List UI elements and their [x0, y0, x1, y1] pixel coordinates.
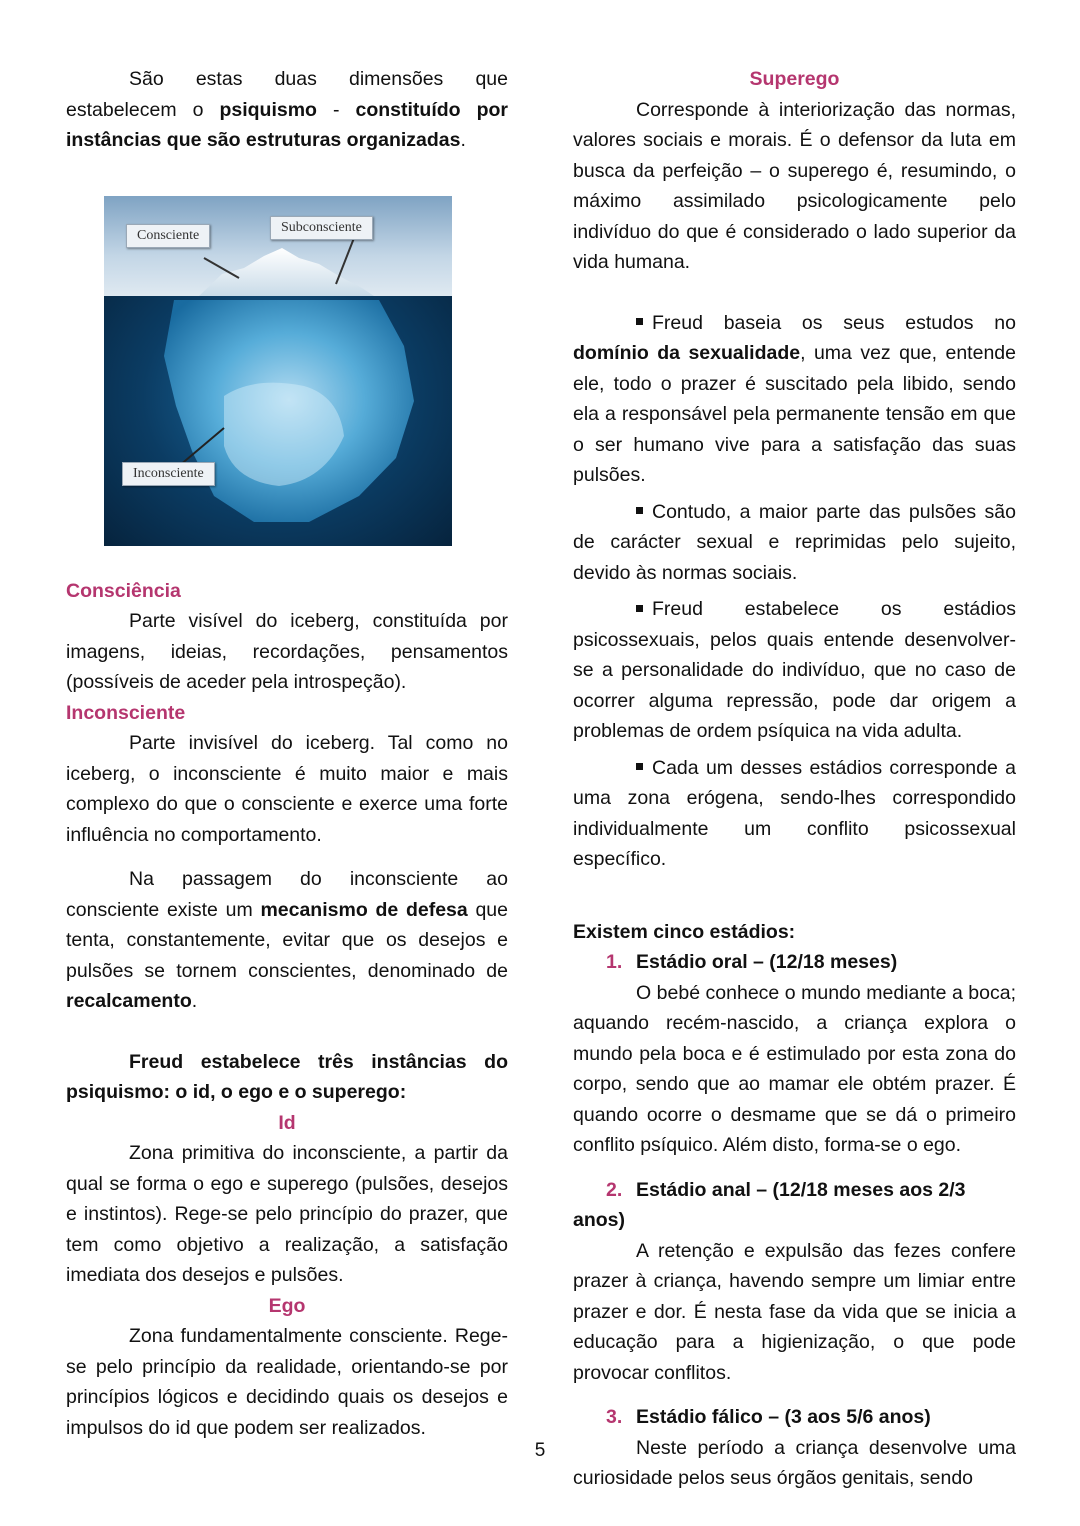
left-column: [66, 64, 508, 1443]
iceberg-figure: [104, 196, 452, 546]
bullet-item: Cada um desses estádios corresponde a uma zona erógena, sendo-lhes correspondido individualmente um conflito psicossexual específico.: [573, 756, 1016, 870]
stage-text: A retenção e expulsão das fezes confere prazer à criança, havendo sempre um limiar entre prazer e dor. É nesta fase da vida que se inicia a educação para a higienização, o que pode provocar conflitos.: [573, 1239, 1016, 1384]
bullet-item: Contudo, a maior parte das pulsões são de carácter sexual e reprimidas pelo sujeito, devido às normas sociais.: [573, 500, 1016, 584]
stage-text: Neste período a criança desenvolve uma curiosidade pelos seus órgãos genitais, sendo: [573, 1436, 1016, 1489]
text-inconsciente: Parte invisível do iceberg. Tal como no iceberg, o inconsciente é muito maior e mais complexo do que o consciente e exerce uma forte influência no comportamento.: [66, 732, 508, 846]
page-number: 5: [534, 1440, 546, 1461]
bullet-item: Freud baseia os seus estudos no domínio da sexualidade, uma vez que, entende ele, todo o prazer é suscitado pela libido, sendo ela a responsável pela permanente tensão em que o ser humano vive para a satisfação das suas pulsões.: [573, 311, 1016, 486]
text-instancias: Freud estabelece três instâncias do psiquismo: o id, o ego e o superego:: [66, 1050, 508, 1103]
stage-text: O bebé conhece o mundo mediante a boca; aquando recém-nascido, a criança explora o mundo pela boca e é estimulado por esta zona do corpo, sendo que ao mamar ele obtém prazer. É quando ocorre o desmame que se dá o primeiro conflito psíquico. Além disto, forma-se o ego.: [573, 981, 1016, 1156]
text-superego: Corresponde à interiorização das normas, valores sociais e morais. É o defensor da luta em busca da perfeição – o superego é, resumindo, o máximo assimilado psicologicamente pelo indivíduo do que é considerado o lado superior da vida humana.: [573, 98, 1016, 273]
text-mecanismo-defesa: Na passagem do inconsciente ao consciente existe um mecanismo de defesa que tenta, constantemente, evitar que os desejos e pulsões se tornem conscientes, denominado de recalcamento.: [66, 868, 508, 1012]
heading-superego: Superego: [749, 68, 840, 90]
stage-title: 1. Estádio oral – (12/18 meses): [606, 951, 898, 973]
bullet-item: Freud estabelece os estádios psicossexuais, pelos quais entende desenvolver-se a personalidade do indivíduo, que no caso de ocorrer alguma repressão, pode dar origem a problemas de ordem psíquica na vida adulta.: [573, 598, 1016, 742]
right-column: [573, 64, 1016, 1494]
bullet-square-icon: [636, 318, 643, 325]
heading-inconsciente: Inconsciente: [66, 701, 186, 724]
text-id: Zona primitiva do inconsciente, a partir da qual se forma o ego e superego (pulsões, desejos e instintos). Rege-se pelo princípio do prazer, que tem como objetivo a realização, a satisfação imediata dos desejos e pulsões.: [66, 1142, 508, 1286]
text-consciencia: Parte visível do iceberg, constituída por imagens, ideias, recordações, pensamentos (possíveis de aceder pela introspeção).: [66, 610, 508, 693]
bullet-square-icon: [636, 763, 643, 770]
text-ego: Zona fundamentalmente consciente. Rege-se pelo princípio da realidade, orientando-se por princípios lógicos e decidindo quais os desejos e impulsos do id que podem ser realizados.: [66, 1325, 508, 1439]
bullet-square-icon: [636, 605, 643, 612]
iceberg-drawing: [104, 196, 452, 546]
intro-paragraph: São estas duas dimensões que estabelecem o psiquismo - constituído por instâncias que são estruturas organizadas.: [66, 68, 508, 151]
stage-title: 3. Estádio fálico – (3 aos 5/6 anos): [606, 1406, 931, 1428]
heading-ego: Ego: [268, 1294, 306, 1317]
heading-id: Id: [278, 1111, 296, 1134]
label-inconsciente: Inconsciente: [122, 462, 215, 486]
heading-consciencia: Consciência: [66, 579, 181, 602]
bullet-square-icon: [636, 507, 643, 514]
label-consciente: Consciente: [126, 224, 210, 248]
stage-title: 2. Estádio anal – (12/18 meses aos 2/3 anos): [573, 1178, 966, 1231]
heading-estadios: Existem cinco estádios:: [573, 920, 796, 943]
label-subconsciente: Subconsciente: [270, 216, 373, 240]
